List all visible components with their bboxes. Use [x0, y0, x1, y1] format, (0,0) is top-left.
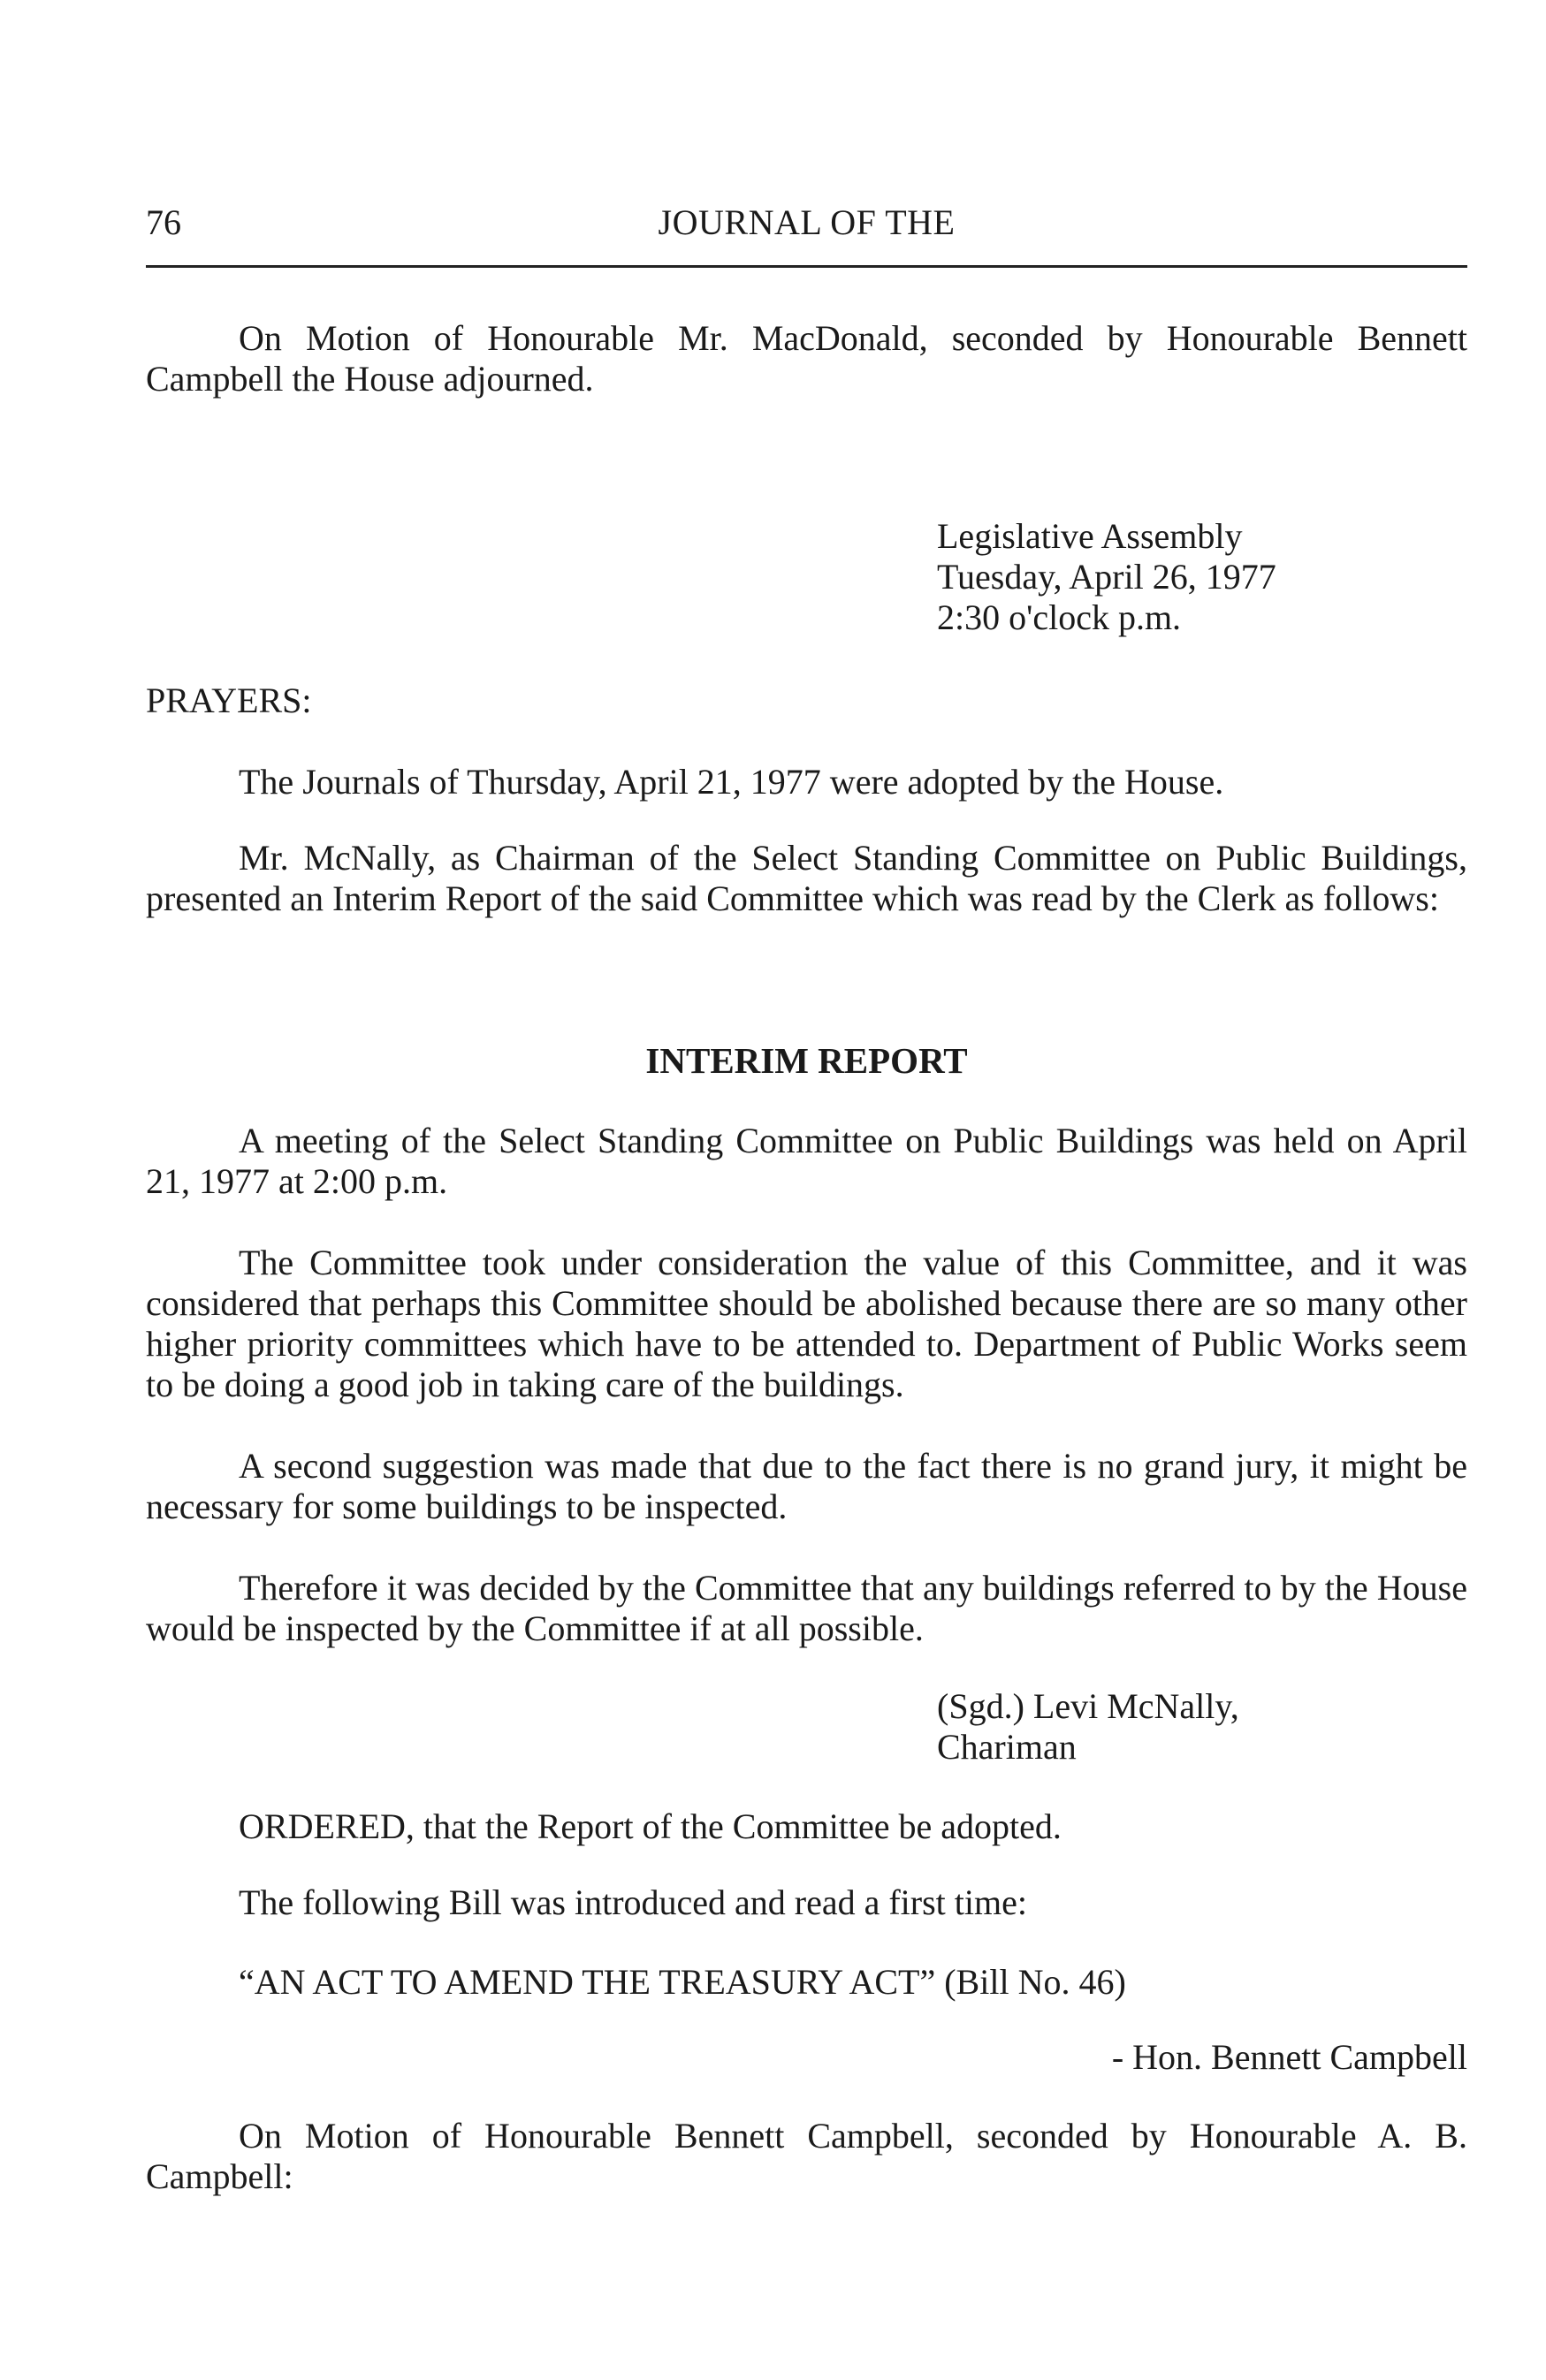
consideration-text: The Committee took under consideration the value of this Committee, and it was considered that perhaps this Committee should be abolished because there are so many other higher priority committees which have to be attended to. Department of Public Works seem to be doing a good job in taking care of the buildings. [146, 1243, 1467, 1404]
adjournment-paragraph [146, 318, 1467, 399]
meeting-paragraph [146, 1121, 1467, 1202]
signature-name: (Sgd.) Levi McNally, [937, 1686, 1239, 1726]
bill-intro-text: The following Bill was introduced and read a first time: [239, 1882, 1027, 1922]
header-rule [146, 265, 1467, 268]
motion-paragraph [146, 2116, 1467, 2197]
prayers-label: PRAYERS: [146, 681, 312, 720]
journals-paragraph [146, 762, 1467, 802]
journals-text: The Journals of Thursday, April 21, 1977 were adopted by the House. [239, 762, 1224, 802]
bill-intro-paragraph [146, 1882, 1467, 1923]
ordered-text: ORDERED, that the Report of the Committee be adopted. [239, 1806, 1062, 1846]
bill-sponsor: - Hon. Bennett Campbell [1111, 2037, 1467, 2077]
dateline-time: 2:30 o'clock p.m. [937, 597, 1182, 637]
suggestion-text: A second suggestion was made that due to the fact there is no grand jury, it might be necessary for some buildings to be inspected. [146, 1446, 1467, 1526]
motion-text: On Motion of Honourable Bennett Campbell, seconded by Honourable A. B. Campbell: [146, 2116, 1467, 2196]
decision-text: Therefore it was decided by the Committee that any buildings referred to by the House would be inspected by the Committee if at all possible. [146, 1568, 1467, 1648]
report-presentation-text: Mr. McNally, as Chairman of the Select Standing Committee on Public Buildings, presented an Interim Report of the said Committee which was read by the Clerk as follows: [146, 838, 1467, 918]
bill-title-paragraph [146, 1962, 1467, 2003]
adjournment-text: On Motion of Honourable Mr. MacDonald, seconded by Honourable Bennett Campbell the House adjourned. [146, 318, 1467, 399]
report-heading: INTERIM REPORT [645, 1040, 968, 1081]
dateline-assembly: Legislative Assembly [937, 516, 1243, 556]
report-presentation-paragraph [146, 838, 1467, 919]
ordered-paragraph [146, 1806, 1467, 1847]
consideration-paragraph [146, 1243, 1467, 1405]
signature-title: Chariman [937, 1727, 1077, 1767]
dateline-date: Tuesday, April 26, 1977 [937, 557, 1276, 597]
bill-title: “AN ACT TO AMEND THE TREASURY ACT” (Bill No. 46) [239, 1962, 1126, 2002]
page-header [146, 202, 1467, 244]
signature-block [937, 1686, 1239, 1768]
dateline [937, 516, 1276, 638]
page-number: 76 [146, 202, 181, 242]
decision-paragraph [146, 1568, 1467, 1649]
meeting-text: A meeting of the Select Standing Committee on Public Buildings was held on April 21, 1977 at 2:00 p.m. [146, 1121, 1467, 1201]
running-head: JOURNAL OF THE [658, 202, 956, 242]
suggestion-paragraph [146, 1446, 1467, 1527]
